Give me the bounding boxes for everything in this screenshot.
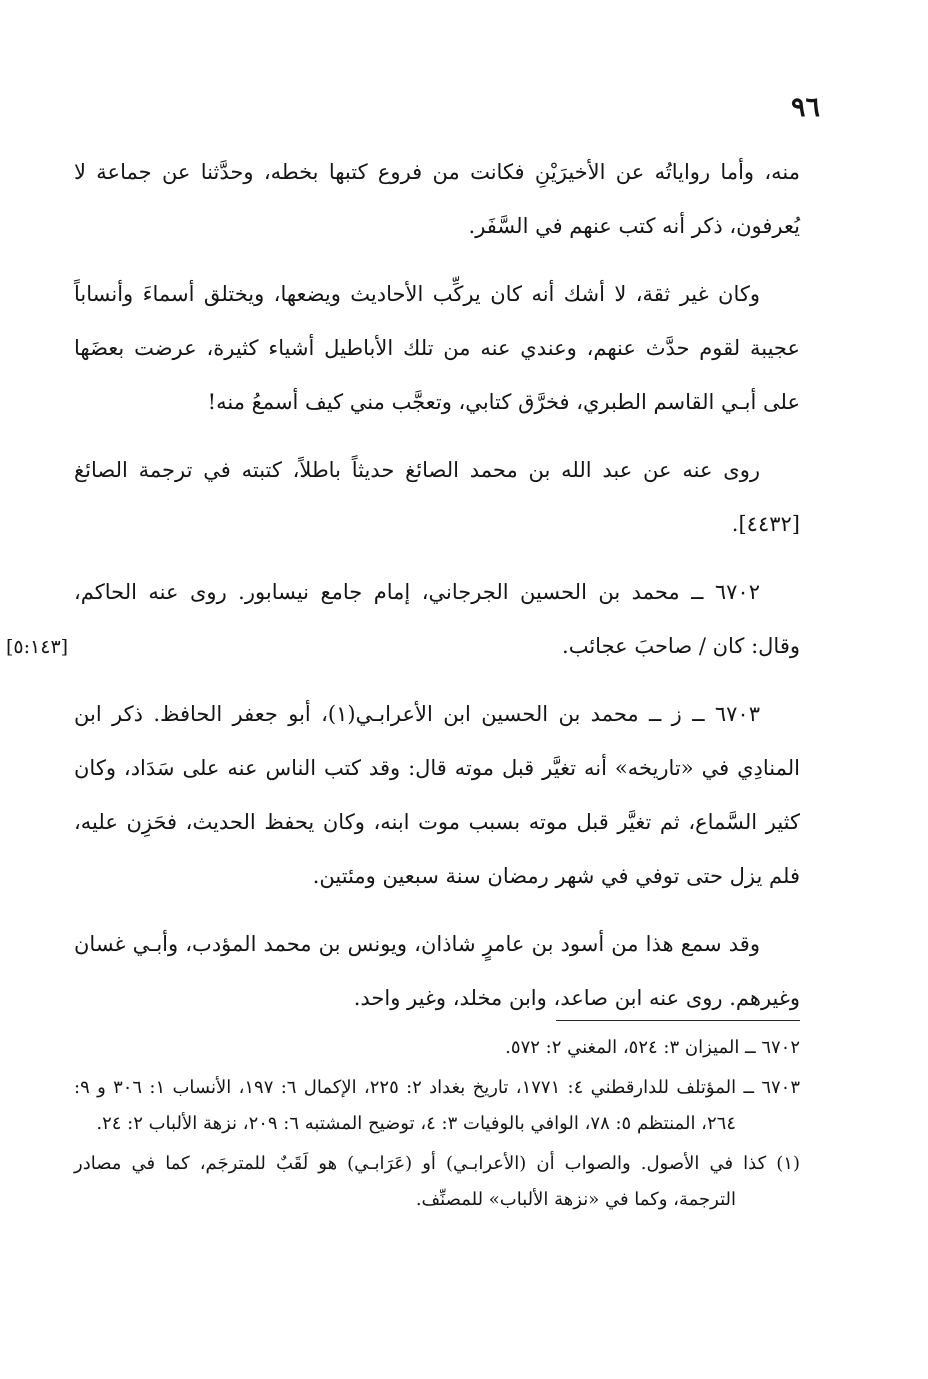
page-number: ٩٦ [790, 92, 820, 123]
entry-6702: ٦٧٠٢ ــ محمد بن الحسين الجرجاني، إمام جامع نيسابور. روى عنه الحاكم، وقال: كان / صاحبَ عجائب. [74, 580, 800, 658]
paragraph-criticism: وكان غير ثقة، لا أشك أنه كان يركِّب الأحاديث ويضعها، ويختلق أسماءَ وأنساباً عجيبة لقوم حدَّث عنهم، وعندي عنه من تلك الأباطيل أشياء كثيرة، عرضت بعضَها على أبـي القاسم الطبري، فخرَّق كتابي، وتعجَّب مني كيف أسمعُ منه! [74, 282, 800, 414]
footnote-divider [556, 1020, 800, 1021]
footnote-6702: ٦٧٠٢ ــ الميزان ٣: ٥٢٤، المغني ٢: ٥٧٢. [505, 1037, 800, 1058]
paragraph-sources: وقد سمع هذا من أسود بن عامرٍ شاذان، ويونس بن محمد المؤدب، وأبـي غسان وغيرهم. روى عنه ابن صاعد، وابن مخلد، وغير واحد. [74, 932, 800, 1010]
footnotes [74, 1030, 800, 1222]
paragraph-narration: روى عنه عن عبد الله بن محمد الصائغ حديثاً باطلاً، كتبته في ترجمة الصائغ [٤٤٣٢]. [74, 458, 800, 536]
entry-6703: ٦٧٠٣ ــ ز ــ محمد بن الحسين ابن الأعرابـي(١)، أبو جعفر الحافظ. ذكر ابن المنادِي في «تاريخه» أنه تغيَّر قبل موته قال: وقد كتب الناس عنه على سَدَاد، وكان كثير السَّماع، ثم تغيَّر قبل موته بسبب موت ابنه، وكان يحفظ الحديث، فحَزِن عليه، فلم يزل حتى توفي في شهر رمضان سنة سبعين ومئتين. [74, 702, 800, 888]
main-text [74, 145, 800, 1039]
footnote-6703: ٦٧٠٣ ــ المؤتلف للدارقطني ٤: ١٧٧١، تاريخ بغداد ٢: ٢٢٥، الإكمال ٦: ١٩٧، الأنساب ١: ٣٠٦ و ٩: ٢٦٤، المنتظم ٥: ٧٨، الوافي بالوفيات ٣: ٤، توضيح المشتبه ٦: ٢٠٩، نزهة الألباب ٢: ٢٤. [74, 1077, 800, 1134]
footnote-1: (١) كذا في الأصول. والصواب أن (الأعرابـي) أو (عَرَابـي) هو لَقَبٌ للمترجَم، كما في مصادر الترجمة، وكما في «نزهة الألباب» للمصنِّف. [74, 1153, 800, 1210]
paragraph-continuation: منه، وأما رواياتُه عن الأخيرَيْنِ فكانت من فروع كتبها بخطه، وحدَّثنا عن جماعة لا يُعرفون، ذكر أنه كتب عنهم في السَّفَر. [74, 160, 800, 238]
margin-reference: [٥:١٤٣] [6, 636, 69, 658]
